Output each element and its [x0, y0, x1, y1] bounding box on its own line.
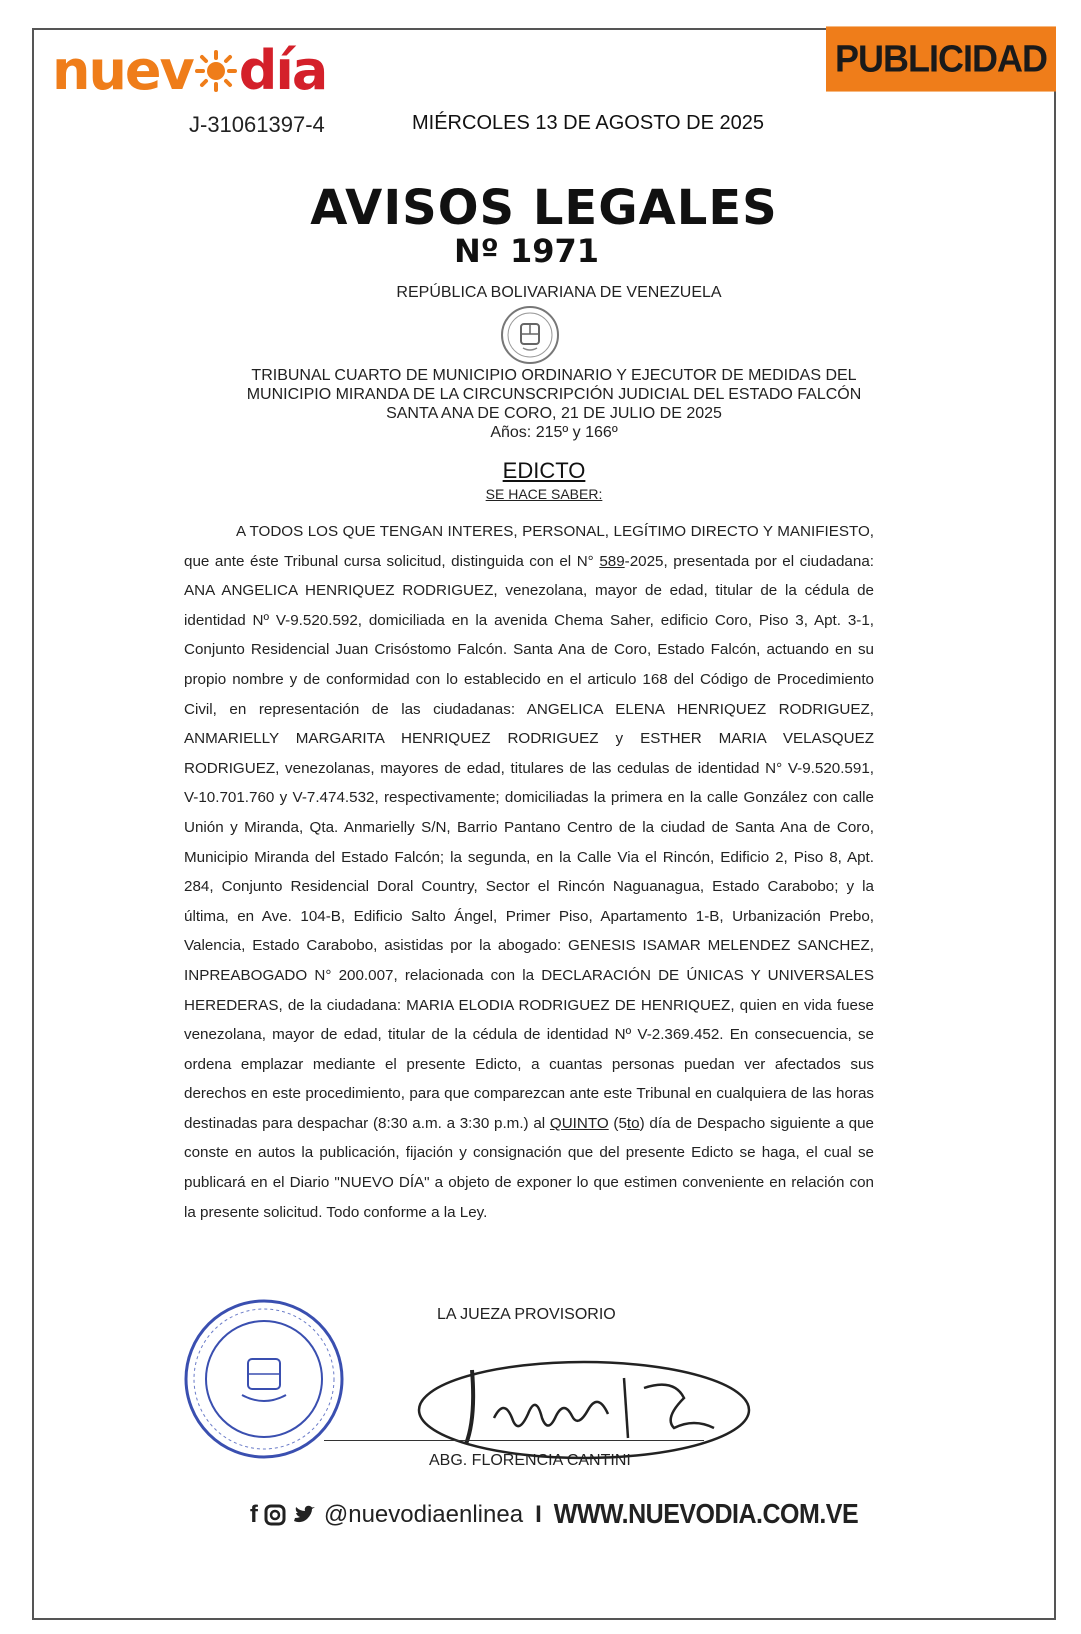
tribunal-line-3: SANTA ANA DE CORO, 21 DE JULIO DE 2025: [386, 405, 722, 422]
page-title: AVISOS LEGALES: [310, 180, 778, 236]
publication-date: MIÉRCOLES 13 DE AGOSTO DE 2025: [412, 112, 764, 134]
judge-title: LA JUEZA PROVISORIO: [437, 1306, 616, 1323]
rif-number: J-31061397-4: [189, 112, 325, 137]
social-handle[interactable]: @nuevodiaenlinea: [323, 1500, 524, 1528]
signature-line: [324, 1440, 704, 1441]
tribunal-line-1: TRIBUNAL CUARTO DE MUNICIPIO ORDINARIO Y EJECUTOR DE MEDIDAS DEL: [251, 367, 857, 384]
judge-signature: [414, 1348, 774, 1468]
sun-icon: [194, 49, 238, 93]
edicto-heading: [34, 458, 1054, 502]
website-link[interactable]: WWW.NUEVODIA.COM.VE: [553, 1498, 859, 1530]
case-number: 589: [599, 552, 625, 570]
judge-name: ABG. FLORENCIA CANTINI: [429, 1452, 631, 1469]
instagram-icon[interactable]: [264, 1504, 286, 1526]
footer: [34, 1500, 1054, 1529]
court-stamp: [180, 1295, 348, 1463]
notice-number: Nº 1971: [454, 232, 600, 270]
edicto-subtitle: SE HACE SABER:: [485, 486, 603, 502]
edict-paragraph: A TODOS LOS QUE TENGAN INTERES, PERSONAL, LEGÍTIMO DIRECTO Y MANIFIESTO, que ante éste Tribunal cursa solicitud, distinguida con el N° 589-2025, presentada por el ciudadana: ANA ANGELICA HENRIQUEZ RODRIGUEZ, venezolana, mayor de edad, titular de la cédula de identidad Nº V-9.520.592, domiciliada en la avenida Chema Saher, edificio Coro, Piso 3, Apt. 3-1, Conjunto Residencial Juan Crisóstomo Falcón. Santa Ana de Coro, Estado Falcón, actuando en su propio nombre y de conformidad con lo establecido en el articulo 168 del Código de Procedimiento Civil, en representación de las ciudadanas: ANGELICA ELENA HENRIQUEZ RODRIGUEZ, ANMARIELLY MARGARITA HENRIQUEZ RODRIGUEZ y ESTHER MARIA VELASQUEZ RODRIGUEZ, venezolanas, mayores de edad, titulares de las cedulas de identidad N° V-9.520.591, V-10.701.760 y V-7.474.532, respectivamente; domiciliadas la primera en la calle González con calle Unión y Miranda, Qta. Anmarielly S/N, Barrio Pantano Centro de la ciudad de Santa Ana de Coro, Municipio Miranda del Estado Falcón; la segunda, en la Calle Via el Rincón, Edificio 2, Piso 8, Apt. 284, Conjunto Residencial Doral Country, Sector el Rincón Naguanagua, Estado Carabobo; y la última, en Ave. 104-B, Edificio Salto Ángel, Primer Piso, Apartamento 1-B, Urbanización Prebo, Valencia, Estado Carabobo, asistidas por la abogado: GENESIS ISAMAR MELENDEZ SANCHEZ, INPREABOGADO N° 200.007, relacionada con la DECLARACIÓN DE ÚNICAS Y UNIVERSALES HEREDERAS, de la ciudadana: MARIA ELODIA RODRIGUEZ DE HENRIQUEZ, quien en vida fuese venezolana, mayor de edad, titular de la cédula de identidad Nº V-2.369.452. En consecuencia, se ordena emplazar mediante el presente Edicto, a cuantas personas puedan ver afectados sus derechos en este procedimiento, para que comparezcan ante este Tribunal en cualquiera de las horas destinadas para despachar (8:30 a.m. a 3:30 p.m.) al QUINTO (5to) día de Despacho siguiente a que conste en autos la publicación, fijación y consignación que del presente Edicto se haga, el cual se publicará en el Diario "NUEVO DÍA" a objeto de exponer lo que estimen conveniente en relación con la presente solicitud. Todo conforme a la Ley.: [184, 523, 874, 1221]
footer-separator: I: [535, 1500, 542, 1528]
twitter-icon[interactable]: [292, 1504, 316, 1526]
logo-text-left: nuev: [52, 39, 193, 102]
logo-text-right: día: [238, 39, 327, 102]
tribunal-line-4: Años: 215º y 166º: [490, 424, 618, 441]
page-frame: [32, 28, 1056, 1620]
tribunal-heading: [214, 366, 894, 442]
edict-body: [184, 517, 874, 1227]
coat-of-arms-icon: [499, 304, 561, 366]
publicidad-badge: PUBLICIDAD: [826, 26, 1056, 91]
edicto-title: EDICTO: [502, 458, 586, 483]
republic-heading: REPÚBLICA BOLIVARIANA DE VENEZUELA: [396, 284, 722, 301]
quinto-word: QUINTO: [549, 1114, 609, 1132]
tribunal-line-2: MUNICIPIO MIRANDA DE LA CIRCUNSCRIPCIÓN JUDICIAL DEL ESTADO FALCÓN: [246, 386, 862, 403]
newspaper-logo: [52, 39, 327, 102]
facebook-icon[interactable]: f: [249, 1500, 258, 1528]
